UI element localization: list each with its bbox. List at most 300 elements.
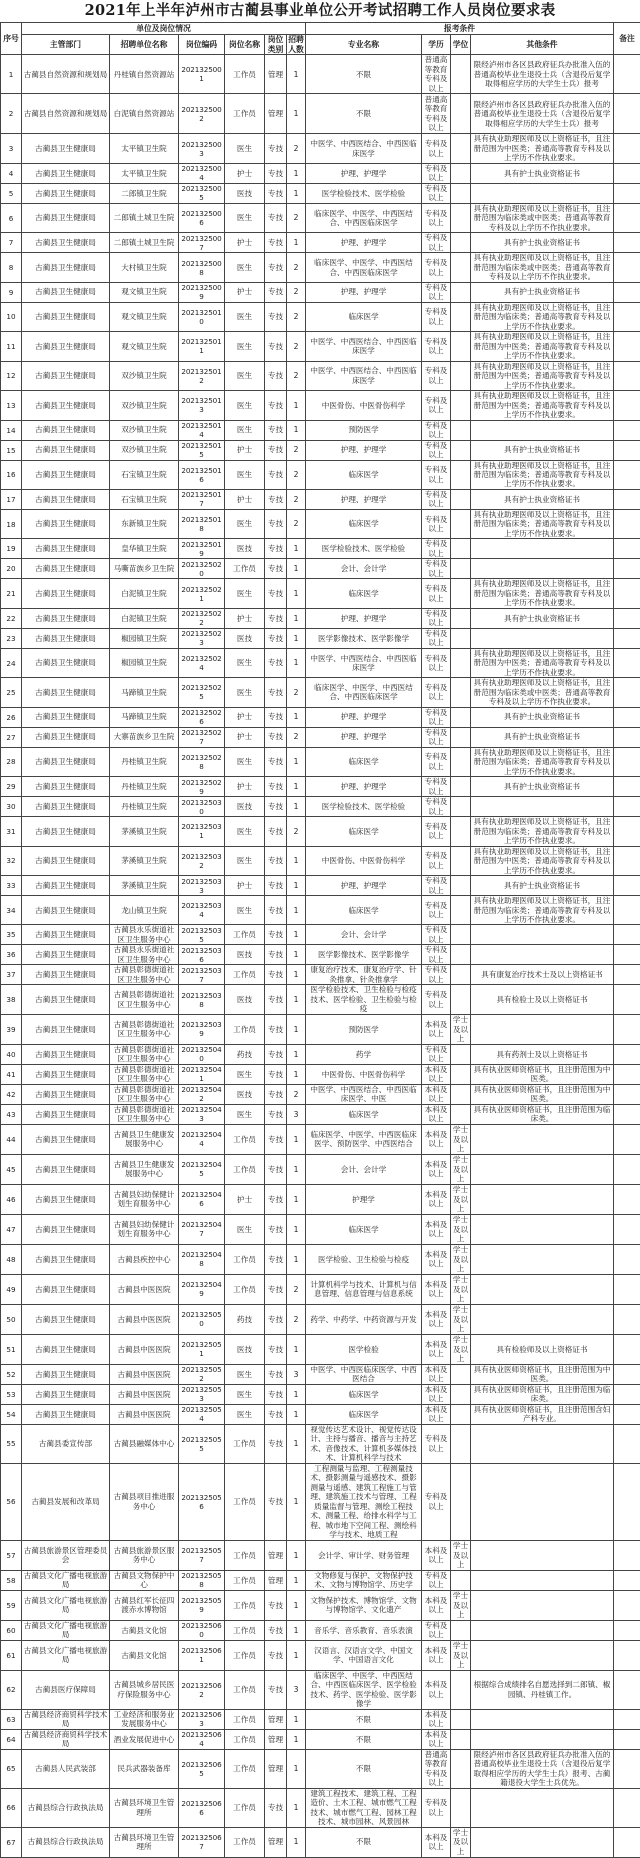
cell-num: 2 [287, 489, 306, 509]
cell-num: 1 [287, 1044, 306, 1064]
cell-seq: 39 [1, 1014, 22, 1044]
cell-edu: 普通高等教育专科及以上 [422, 1749, 451, 1788]
cell-other: 具有执业医师资格证书，且注册范围为中医类。 [471, 1084, 614, 1104]
cell-code: 2021325047 [179, 1214, 225, 1244]
cell-other: 具有执业助理医师及以上资格证书，且注册范围为临床类或中医类；普通高等教育专科及以上学历不作执业要求。 [471, 253, 614, 282]
cell-code: 2021325052 [179, 1364, 225, 1384]
cell-remark [614, 985, 640, 1014]
cell-degree [451, 489, 471, 509]
cell-num: 1 [287, 1620, 306, 1640]
cell-seq: 64 [1, 1729, 22, 1749]
cell-code: 2021325048 [179, 1244, 225, 1274]
cell-remark [614, 1274, 640, 1304]
cell-type: 专技 [265, 1084, 287, 1104]
cell-other [471, 1620, 614, 1640]
cell-edu: 专科及以上 [422, 1570, 451, 1590]
cell-other: 具有检验师及以上资格证书 [471, 1334, 614, 1364]
cell-degree [451, 559, 471, 579]
cell-edu: 专科及以上 [422, 163, 451, 183]
cell-edu: 本科及以上 [422, 1064, 451, 1084]
cell-seq: 35 [1, 925, 22, 945]
cell-num: 1 [287, 648, 306, 677]
cell-other: 具有护士执业资格证书 [471, 707, 614, 727]
table-row [1, 1749, 640, 1788]
cell-major: 不限 [306, 1709, 422, 1729]
cell-num: 2 [287, 727, 306, 747]
table-row [1, 1044, 640, 1064]
cell-num: 1 [287, 965, 306, 985]
cell-post: 医生 [225, 253, 265, 282]
cell-remark [614, 1084, 640, 1104]
cell-num: 1 [287, 55, 306, 94]
cell-unit: 古蔺县彰德街道社区卫生服务中心 [110, 985, 179, 1014]
cell-unit: 酒业发展促进中心 [110, 1729, 179, 1749]
cell-unit: 古蔺县中医医院 [110, 1404, 179, 1424]
cell-edu: 专科及以上 [422, 1788, 451, 1827]
cell-code: 2021325017 [179, 489, 225, 509]
cell-major: 临床医学 [306, 896, 422, 925]
cell-other: 具有执业助理医师及以上资格证书，且注册范围为中医类；普通高等教育专科及以上学历不作执业要求。 [471, 134, 614, 163]
cell-seq: 21 [1, 579, 22, 608]
cell-unit: 古蔺县文物保护中心 [110, 1570, 179, 1590]
cell-dept: 古蔺县卫生健康局 [22, 925, 110, 945]
cell-remark [614, 876, 640, 896]
cell-major: 临床医学 [306, 1384, 422, 1404]
cell-degree [451, 817, 471, 846]
cell-type: 专技 [265, 440, 287, 460]
cell-seq: 30 [1, 797, 22, 817]
cell-type: 专技 [265, 1244, 287, 1274]
cell-dept: 古蔺县卫生健康局 [22, 332, 110, 361]
cell-major: 中医学、中西医结合、中西医临床医学 [306, 361, 422, 390]
cell-code: 2021325056 [179, 1463, 225, 1540]
cell-edu: 本科及以上 [422, 1670, 451, 1709]
cell-major: 药学、中药学、中药资源与开发 [306, 1304, 422, 1334]
table-row [1, 94, 640, 134]
table-row [1, 1014, 640, 1044]
cell-other: 具有护士执业资格证书 [471, 440, 614, 460]
cell-type: 专技 [265, 965, 287, 985]
cell-seq: 60 [1, 1620, 22, 1640]
cell-other: 具有执业助理医师及以上资格证书，且注册范围为中医类；普通高等教育专科及以上学历不作执业要求。 [471, 846, 614, 875]
cell-other: 具有执业助理医师及以上资格证书，且注册范围为临床类；普通高等教育专科及以上学历不作执业要求。 [471, 460, 614, 489]
table-row [1, 1214, 640, 1244]
cell-unit: 古蔺县疾控中心 [110, 1244, 179, 1274]
cell-remark [614, 440, 640, 460]
table-row [1, 747, 640, 776]
cell-unit: 古蔺县旅游景区服务中心 [110, 1540, 179, 1570]
cell-other [471, 1827, 614, 1857]
cell-edu: 本科及以上 [422, 1104, 451, 1124]
cell-type: 专技 [265, 846, 287, 875]
cell-unit: 马蹄镇卫生院 [110, 707, 179, 727]
cell-degree [451, 1044, 471, 1064]
cell-remark [614, 1214, 640, 1244]
cell-unit: 观文镇卫生院 [110, 332, 179, 361]
header-dept: 主管部门 [22, 35, 110, 55]
cell-degree [451, 797, 471, 817]
cell-code: 2021325051 [179, 1334, 225, 1364]
cell-major: 中医学、中西医结合、中西医临床医学 [306, 134, 422, 163]
cell-major: 中医学、中西医结合、中西医临床医学 [306, 648, 422, 677]
cell-other: 具有执业助理医师及以上资格证书，且注册范围为中医类；普通高等教育专科及以上学历不作执业要求。 [471, 648, 614, 677]
cell-seq: 20 [1, 559, 22, 579]
cell-edu: 本科及以上 [422, 1404, 451, 1424]
cell-type: 专技 [265, 1640, 287, 1670]
cell-edu: 专科及以上 [422, 777, 451, 797]
cell-unit: 古蔺县永乐街道社区卫生服务中心 [110, 945, 179, 965]
cell-post: 工作员 [225, 965, 265, 985]
cell-post: 医生 [225, 332, 265, 361]
cell-major: 临床医学 [306, 1404, 422, 1424]
table-row [1, 509, 640, 538]
cell-num: 1 [287, 628, 306, 648]
cell-other [471, 1424, 614, 1463]
cell-code: 2021325049 [179, 1274, 225, 1304]
cell-major: 临床医学 [306, 302, 422, 331]
cell-post: 医技 [225, 945, 265, 965]
cell-major: 护理、护理学 [306, 163, 422, 183]
cell-post: 医生 [225, 302, 265, 331]
cell-unit: 古蔺县彰德街道社区卫生服务中心 [110, 1104, 179, 1124]
cell-num: 1 [287, 1827, 306, 1857]
cell-other: 具有执业助理医师及以上资格证书，且注册范围为中医类；普通高等教育专科及以上学历不作执业要求。 [471, 361, 614, 390]
cell-edu: 专科及以上 [422, 945, 451, 965]
cell-post: 护士 [225, 440, 265, 460]
cell-edu: 专科及以上 [422, 925, 451, 945]
cell-other: 具有护士执业资格证书 [471, 489, 614, 509]
cell-dept: 古蔺县经济商贸科学技术局 [22, 1729, 110, 1749]
table-row [1, 1590, 640, 1620]
cell-unit: 古蔺县彰德街道社区卫生服务中心 [110, 965, 179, 985]
cell-type: 专技 [265, 282, 287, 302]
cell-remark [614, 134, 640, 163]
cell-code: 2021325066 [179, 1788, 225, 1827]
cell-num: 3 [287, 1670, 306, 1709]
cell-code: 2021325062 [179, 1670, 225, 1709]
cell-major: 文物保护技术、博物馆学、文物与博物馆学、文化遗产 [306, 1590, 422, 1620]
cell-remark [614, 817, 640, 846]
cell-seq: 55 [1, 1424, 22, 1463]
cell-remark [614, 94, 640, 134]
cell-seq: 61 [1, 1640, 22, 1670]
cell-unit: 古蔺县彰德街道社区卫生服务中心 [110, 1044, 179, 1064]
cell-post: 工作员 [225, 559, 265, 579]
cell-type: 管理 [265, 1570, 287, 1590]
cell-remark [614, 1640, 640, 1670]
cell-other: 具有执业助理医师及以上资格证书，且注册范围为临床类或中医类；普通高等教育专科及以上学历不作执业要求。 [471, 203, 614, 232]
cell-seq: 19 [1, 539, 22, 559]
cell-type: 专技 [265, 777, 287, 797]
cell-unit: 古蔺县中医医院 [110, 1364, 179, 1384]
cell-remark [614, 678, 640, 707]
cell-seq: 34 [1, 896, 22, 925]
cell-type: 专技 [265, 1184, 287, 1214]
cell-degree [451, 846, 471, 875]
cell-num: 1 [287, 1590, 306, 1620]
cell-remark [614, 489, 640, 509]
cell-code: 2021325036 [179, 945, 225, 965]
cell-dept: 古蔺县卫生健康局 [22, 707, 110, 727]
cell-seq: 66 [1, 1788, 22, 1827]
cell-edu: 专科及以上 [422, 539, 451, 559]
cell-seq: 41 [1, 1064, 22, 1084]
cell-code: 2021325001 [179, 55, 225, 94]
cell-edu: 本科及以上 [422, 1384, 451, 1404]
cell-dept: 古蔺县卫生健康局 [22, 1084, 110, 1104]
cell-type: 专技 [265, 391, 287, 420]
cell-code: 2021325028 [179, 747, 225, 776]
cell-num: 1 [287, 876, 306, 896]
cell-seq: 47 [1, 1214, 22, 1244]
table-row [1, 1184, 640, 1214]
cell-degree [451, 1729, 471, 1749]
table-row [1, 1670, 640, 1709]
cell-remark [614, 559, 640, 579]
cell-post: 医生 [225, 648, 265, 677]
header-seq: 序号 [1, 23, 22, 55]
table-row [1, 1729, 640, 1749]
cell-code: 2021325060 [179, 1620, 225, 1640]
cell-seq: 57 [1, 1540, 22, 1570]
cell-major: 不限 [306, 1749, 422, 1788]
cell-code: 2021325040 [179, 1044, 225, 1064]
cell-dept: 古蔺县卫生健康局 [22, 361, 110, 390]
cell-degree [451, 1424, 471, 1463]
cell-post: 医生 [225, 1364, 265, 1384]
cell-major: 医学检验技术、医学检验 [306, 183, 422, 203]
cell-major: 建筑工程技术、建筑工程、工程造价、土木工程、城市燃气工程技术、城市燃气工程、园林工程技术、城市园林、风景园林 [306, 1788, 422, 1827]
cell-num: 1 [287, 183, 306, 203]
cell-other [471, 559, 614, 579]
cell-degree [451, 925, 471, 945]
cell-unit: 白泥镇卫生院 [110, 608, 179, 628]
cell-post: 工作员 [225, 1788, 265, 1827]
cell-degree [451, 1709, 471, 1729]
cell-edu: 本科及以上 [422, 1334, 451, 1364]
table-row [1, 707, 640, 727]
cell-other: 具有执业医师资格证书，且注册范围为中医类。 [471, 1364, 614, 1384]
cell-num: 1 [287, 985, 306, 1014]
cell-type: 专技 [265, 1014, 287, 1044]
cell-unit: 石宝镇卫生院 [110, 489, 179, 509]
cell-num: 1 [287, 163, 306, 183]
cell-seq: 26 [1, 707, 22, 727]
cell-type: 专技 [265, 876, 287, 896]
cell-unit: 太平镇卫生院 [110, 134, 179, 163]
cell-code: 2021325030 [179, 797, 225, 817]
cell-dept: 古蔺县卫生健康局 [22, 509, 110, 538]
cell-edu: 专科及以上 [422, 332, 451, 361]
cell-post: 工作员 [225, 1424, 265, 1463]
cell-post: 药技 [225, 1304, 265, 1334]
cell-type: 专技 [265, 332, 287, 361]
cell-post: 工作员 [225, 1540, 265, 1570]
cell-num: 1 [287, 233, 306, 253]
cell-seq: 59 [1, 1590, 22, 1620]
cell-num: 2 [287, 134, 306, 163]
cell-unit: 古蔺县文化馆 [110, 1640, 179, 1670]
cell-dept: 古蔺县卫生健康局 [22, 945, 110, 965]
cell-code: 2021325046 [179, 1184, 225, 1214]
table-header [1, 23, 640, 55]
cell-num: 1 [287, 846, 306, 875]
table-row [1, 489, 640, 509]
cell-edu: 专科及以上 [422, 985, 451, 1014]
cell-edu: 专科及以上 [422, 253, 451, 282]
cell-post: 工作员 [225, 1154, 265, 1184]
cell-seq: 17 [1, 489, 22, 509]
table-row [1, 817, 640, 846]
table-row [1, 559, 640, 579]
cell-major: 不限 [306, 55, 422, 94]
cell-seq: 58 [1, 1570, 22, 1590]
cell-unit: 龙山镇卫生院 [110, 896, 179, 925]
cell-unit: 古蔺县卫生健康发展服务中心 [110, 1154, 179, 1184]
cell-type: 专技 [265, 1124, 287, 1154]
table-row [1, 985, 640, 1014]
cell-num: 1 [287, 1729, 306, 1749]
cell-code: 2021325038 [179, 985, 225, 1014]
cell-num: 1 [287, 1463, 306, 1540]
cell-degree: 学士及以上 [451, 1540, 471, 1570]
cell-edu: 普通高等教育专科及以上 [422, 55, 451, 94]
cell-major: 护理、护理学 [306, 489, 422, 509]
cell-major: 计算机科学与技术、计算机与信息管理、信息管理与信息系统 [306, 1274, 422, 1304]
cell-major: 工程测量与监理、工程测量技术、摄影测量与遥感技术、摄影测量与遥感、建筑工程施工与管理、建筑施工技术与管理、工程质量监督与管理、测绘工程技术、测量工程、给排水科学与工程、城市地下空间工程、测绘科学与技术、地质工程 [306, 1463, 422, 1540]
cell-seq: 6 [1, 203, 22, 232]
cell-major: 临床医学、中医学、中西医临床医学、预防医学、中西医结合 [306, 1124, 422, 1154]
cell-dept: 古蔺县经济商贸科学技术局 [22, 1709, 110, 1729]
table-row [1, 1154, 640, 1184]
cell-dept: 古蔺县卫生健康局 [22, 608, 110, 628]
cell-edu: 专科及以上 [422, 876, 451, 896]
cell-code: 2021325057 [179, 1540, 225, 1570]
cell-seq: 16 [1, 460, 22, 489]
cell-other: 具有执业助理医师及以上资格证书，且注册范围为临床类；普通高等教育专科及以上学历不作执业要求。 [471, 302, 614, 331]
cell-major: 预防医学 [306, 420, 422, 440]
cell-code: 2021325039 [179, 1014, 225, 1044]
cell-code: 2021325012 [179, 361, 225, 390]
cell-degree [451, 94, 471, 134]
cell-major: 临床医学 [306, 460, 422, 489]
cell-dept: 古蔺县卫生健康局 [22, 777, 110, 797]
cell-unit: 古蔺县卫生健康发展服务中心 [110, 1124, 179, 1154]
cell-post: 医生 [225, 1214, 265, 1244]
cell-other: 具有护士执业资格证书 [471, 233, 614, 253]
cell-code: 2021325033 [179, 876, 225, 896]
cell-unit: 东新镇卫生院 [110, 509, 179, 538]
cell-edu: 专科及以上 [422, 391, 451, 420]
cell-seq: 56 [1, 1463, 22, 1540]
cell-post: 工作员 [225, 1463, 265, 1540]
cell-major: 预防医学 [306, 1014, 422, 1044]
cell-major: 不限 [306, 94, 422, 134]
cell-edu: 本科及以上 [422, 1014, 451, 1044]
cell-other: 具有执业助理医师及以上资格证书，且注册范围为临床类；普通高等教育专科及以上学历不作执业要求。 [471, 579, 614, 608]
cell-seq: 3 [1, 134, 22, 163]
cell-edu: 本科及以上 [422, 1154, 451, 1184]
cell-remark [614, 420, 640, 440]
cell-major: 医学影像技术、医学影像学 [306, 628, 422, 648]
cell-other: 限经泸州市各区县政府征兵办批准入伍的普通高校毕业生退役士兵（含退役后复学取得相应学历的大学生士兵）报考 [471, 55, 614, 94]
cell-remark [614, 1670, 640, 1709]
cell-degree [451, 1463, 471, 1540]
cell-other [471, 1014, 614, 1044]
cell-degree: 学士及以上 [451, 1124, 471, 1154]
cell-seq: 48 [1, 1244, 22, 1274]
cell-remark [614, 1620, 640, 1640]
cell-seq: 38 [1, 985, 22, 1014]
header-major: 专业名称 [306, 35, 422, 55]
table-row [1, 648, 640, 677]
table-row [1, 1084, 640, 1104]
cell-degree [451, 1384, 471, 1404]
cell-code: 2021325005 [179, 183, 225, 203]
cell-major: 视觉传达艺术设计、视觉传达设计、主持与播音、播音与主持艺术、音像技术、计算机多媒体技术、计算机科学与技术 [306, 1424, 422, 1463]
cell-remark [614, 1424, 640, 1463]
cell-post: 医技 [225, 797, 265, 817]
cell-dept: 古蔺县文化广播电视旅游局 [22, 1640, 110, 1670]
cell-code: 2021325020 [179, 559, 225, 579]
cell-edu: 本科及以上 [422, 1304, 451, 1334]
header-code: 岗位编码 [179, 35, 225, 55]
cell-num: 1 [287, 1214, 306, 1244]
table-row [1, 1463, 640, 1540]
cell-post: 医技 [225, 1084, 265, 1104]
table-row [1, 727, 640, 747]
header-unit: 招聘单位名称 [110, 35, 179, 55]
cell-dept: 古蔺县卫生健康局 [22, 1104, 110, 1124]
recruitment-table [0, 22, 640, 1858]
cell-remark [614, 1014, 640, 1044]
cell-major: 临床医学 [306, 747, 422, 776]
cell-degree: 学士及以上 [451, 1014, 471, 1044]
cell-remark [614, 1384, 640, 1404]
cell-type: 专技 [265, 1104, 287, 1124]
table-row [1, 846, 640, 875]
cell-degree [451, 1364, 471, 1384]
cell-code: 2021325067 [179, 1827, 225, 1857]
cell-type: 专技 [265, 233, 287, 253]
cell-other [471, 628, 614, 648]
cell-degree: 学士及以上 [451, 1214, 471, 1244]
cell-degree [451, 608, 471, 628]
cell-dept: 古蔺县卫生健康局 [22, 1334, 110, 1364]
cell-major: 中医骨伤、中医骨伤科学 [306, 391, 422, 420]
cell-num: 2 [287, 203, 306, 232]
cell-dept: 古蔺县卫生健康局 [22, 1184, 110, 1214]
cell-num: 1 [287, 420, 306, 440]
cell-type: 管理 [265, 94, 287, 134]
cell-post: 医技 [225, 183, 265, 203]
cell-code: 2021325059 [179, 1590, 225, 1620]
cell-edu: 专科及以上 [422, 233, 451, 253]
cell-seq: 9 [1, 282, 22, 302]
cell-other [471, 1729, 614, 1749]
cell-degree [451, 253, 471, 282]
cell-code: 2021325027 [179, 727, 225, 747]
table-row [1, 1244, 640, 1274]
cell-other [471, 945, 614, 965]
table-row [1, 420, 640, 440]
cell-edu: 专科及以上 [422, 440, 451, 460]
table-row [1, 1384, 640, 1404]
cell-other [471, 1154, 614, 1184]
cell-unit: 双沙镇卫生院 [110, 440, 179, 460]
cell-major: 药学 [306, 1044, 422, 1064]
cell-unit: 太平镇卫生院 [110, 163, 179, 183]
